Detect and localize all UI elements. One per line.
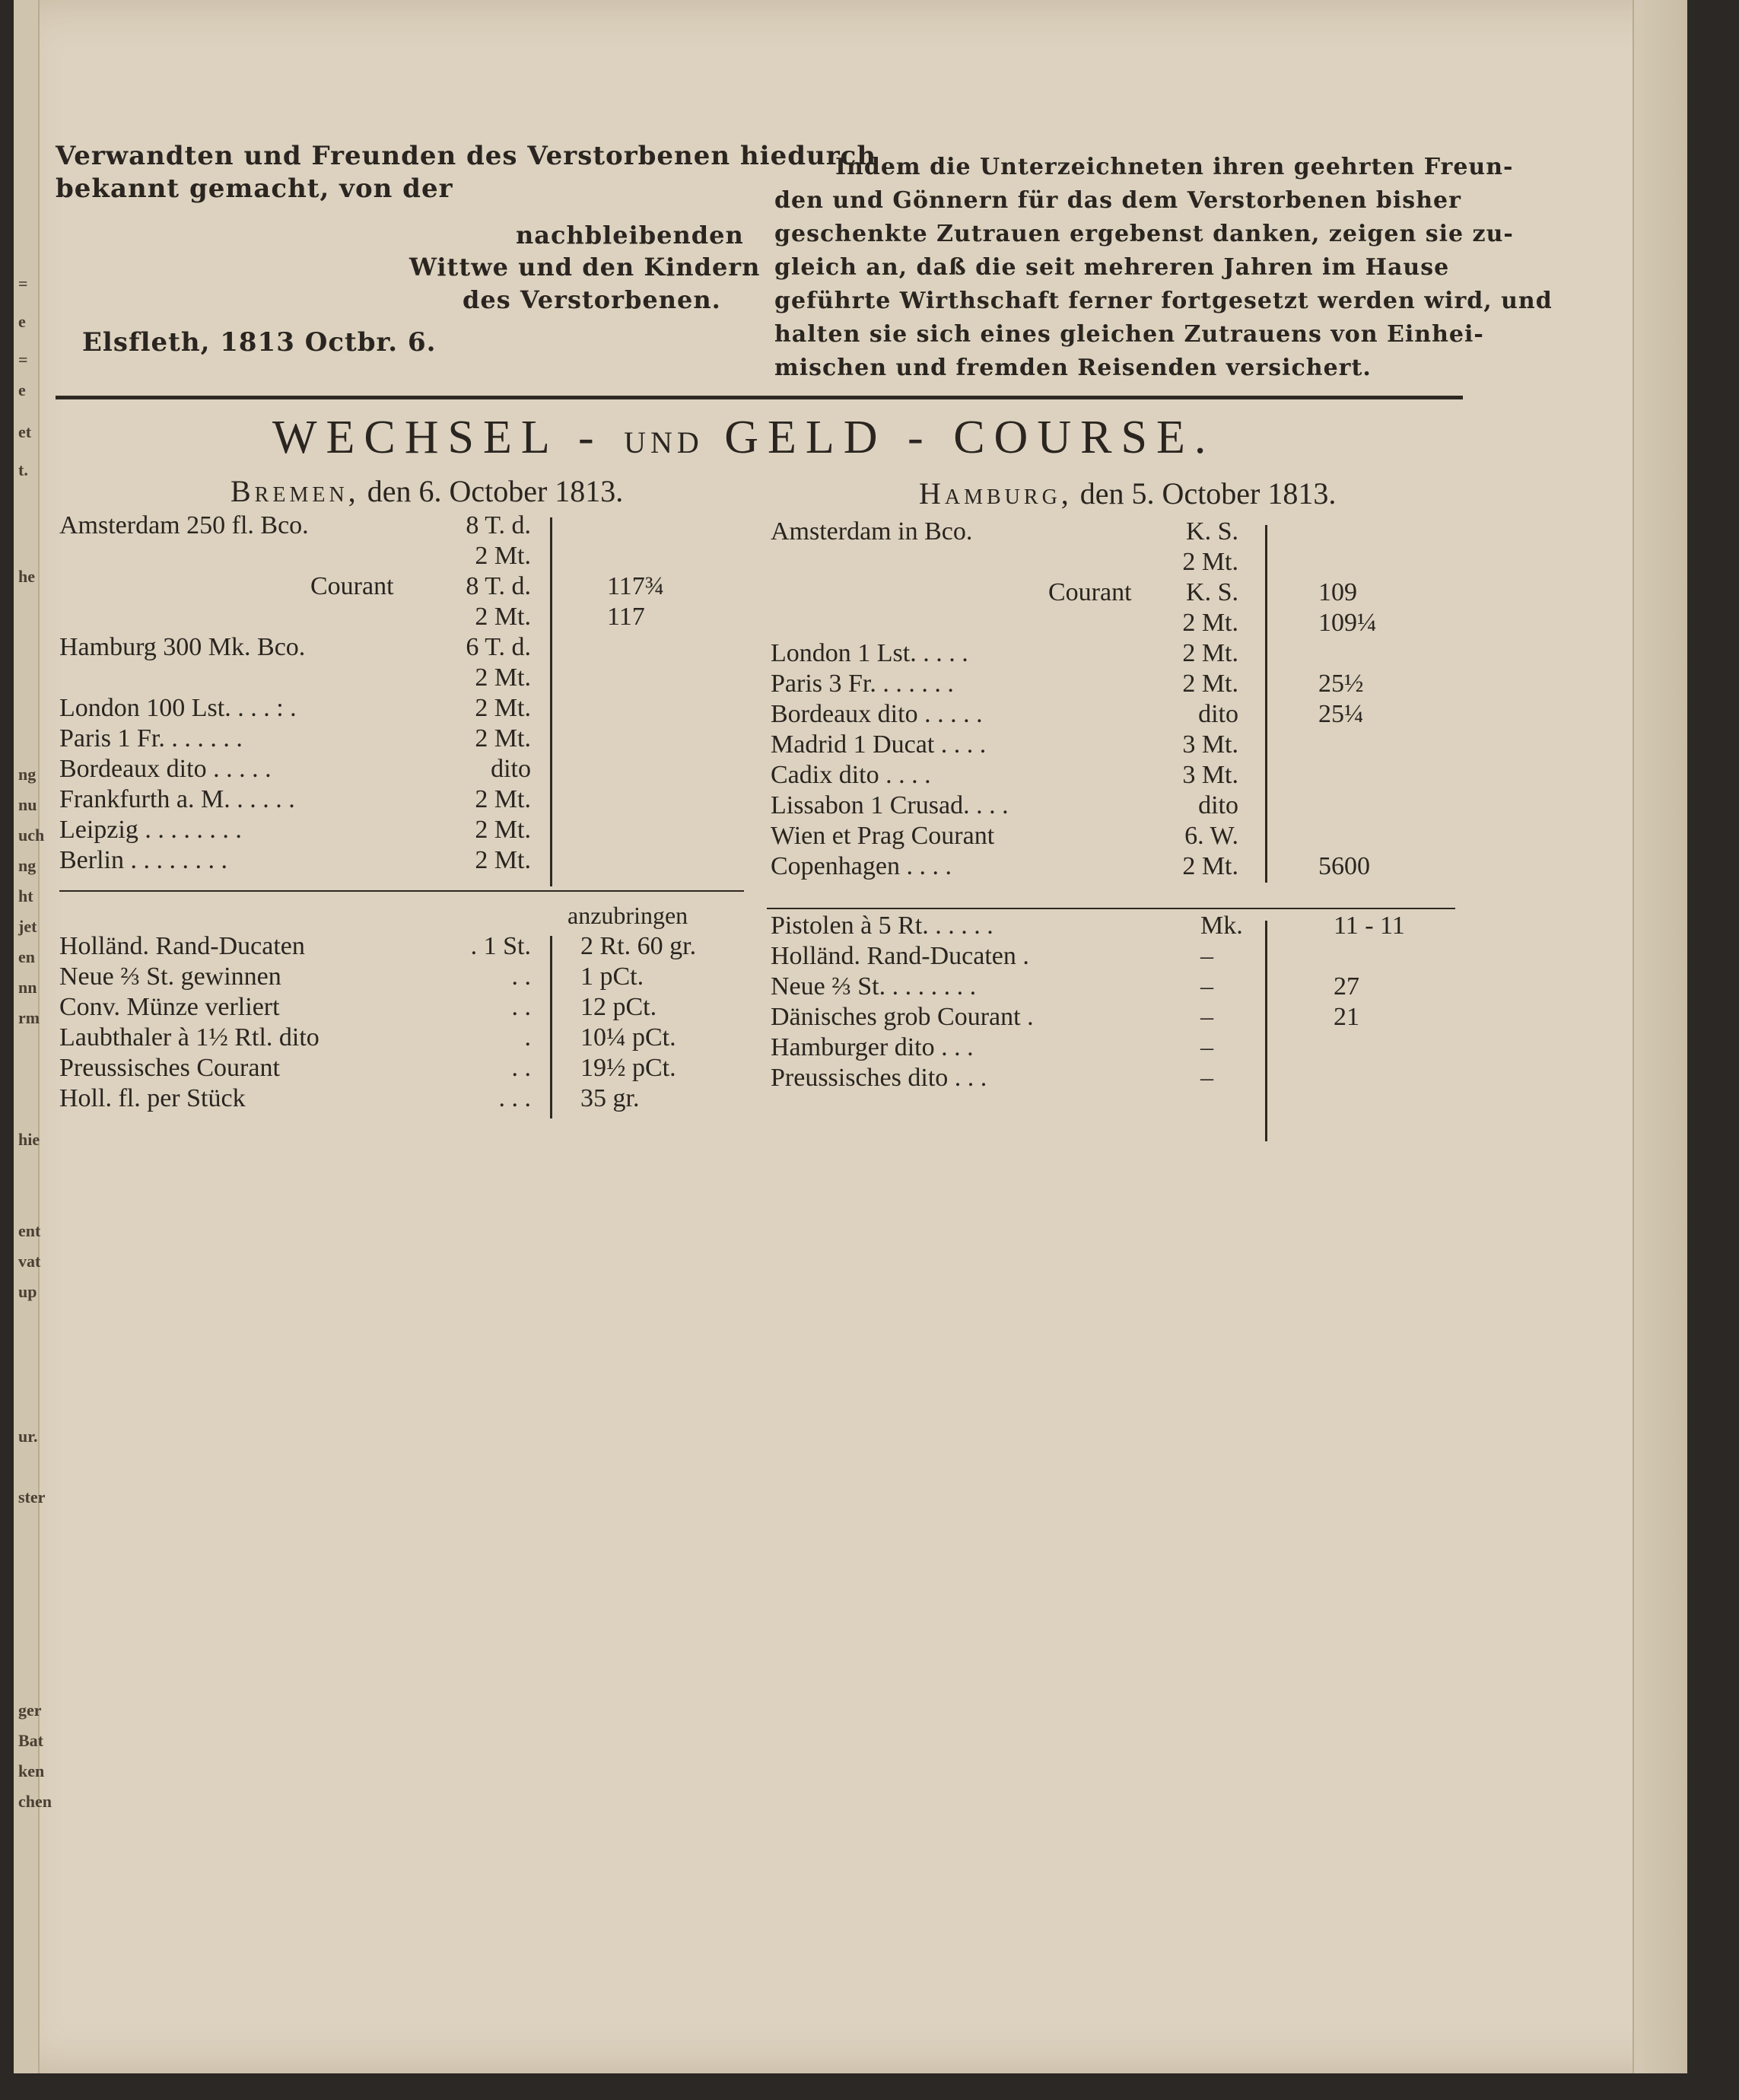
- notice-right-line: gleich an, daß die seit mehreren Jahren im Hause: [774, 254, 1450, 281]
- bremen-coin-value: 12 pCt.: [580, 993, 657, 1021]
- section-divider: [56, 396, 1463, 399]
- bremen-coin-name: Neue ⅔ St. gewinnen: [59, 963, 281, 991]
- hamburg-coin-unit: –: [1200, 1064, 1213, 1092]
- hamburg-coin-value: 11 - 11: [1334, 912, 1405, 940]
- hamburg-row-term: K. S.: [1186, 517, 1238, 546]
- page-title: [272, 411, 1215, 465]
- bremen-table-rule: [59, 890, 744, 892]
- notice-right-line: mischen und fremden Reisenden versichert.: [774, 355, 1372, 381]
- notice-right-line: geschenkte Zutrauen ergebenst danken, zeigen sie zu-: [774, 221, 1514, 247]
- hamburg-row-term: 3 Mt.: [1182, 761, 1238, 789]
- hamburg-coin-name: Preussisches dito . . .: [771, 1064, 987, 1092]
- hamburg-row-term: 2 Mt.: [1182, 852, 1238, 880]
- bremen-coin-name: Preussisches Courant: [59, 1054, 280, 1082]
- hamburg-row-value: 25½: [1318, 670, 1364, 698]
- hamburg-coin-column-rule: [1265, 921, 1267, 1141]
- bremen-coin-value: 1 pCt.: [580, 963, 644, 991]
- hamburg-coin-unit: –: [1200, 1033, 1213, 1061]
- hamburg-coin-unit: –: [1200, 1003, 1213, 1031]
- hamburg-coin-unit: –: [1200, 942, 1213, 970]
- bremen-row-term: 2 Mt.: [475, 694, 531, 722]
- bremen-coin-unit: . 1 St.: [470, 932, 531, 960]
- hamburg-date: den 5. October 1813.: [1079, 476, 1337, 511]
- hamburg-row-value: 5600: [1318, 852, 1370, 880]
- hamburg-row-name: Courant: [1048, 578, 1132, 606]
- margin-fragment: chen: [18, 1792, 52, 1811]
- notice-right-line: halten sie sich eines gleichen Zutrauens von Einhei-: [774, 321, 1484, 348]
- bremen-coin-header: anzubringen: [567, 902, 688, 929]
- bremen-coin-value: 2 Rt. 60 gr.: [580, 932, 697, 960]
- margin-fragment: ng: [18, 765, 37, 784]
- hamburg-row-name: Copenhagen . . . .: [771, 852, 952, 880]
- margin-fragment: et: [18, 422, 32, 441]
- margin-fragment: =: [18, 274, 28, 293]
- bremen-coin-name: Holländ. Rand-Ducaten: [59, 932, 305, 960]
- bremen-row-name: Leipzig . . . . . . . .: [59, 816, 242, 844]
- bremen-coin-unit: . .: [511, 993, 531, 1021]
- margin-fragment: he: [18, 567, 35, 586]
- bremen-row-term: 2 Mt.: [475, 603, 531, 631]
- hamburg-row-term: 6. W.: [1184, 822, 1238, 850]
- bremen-row-term: dito: [491, 755, 531, 783]
- page-stack-edge: [1632, 0, 1687, 2073]
- margin-fragment: vat: [18, 1252, 41, 1271]
- hamburg-row-term: dito: [1198, 791, 1238, 819]
- bremen-row-name: London 100 Lst. . . . : .: [59, 694, 297, 722]
- bremen-row-name: Bordeaux dito . . . . .: [59, 755, 272, 783]
- bremen-coin-value: 19½ pCt.: [580, 1054, 676, 1082]
- hamburg-coin-name: Pistolen à 5 Rt. . . . . .: [771, 912, 993, 940]
- bremen-coin-value: 10¼ pCt.: [580, 1023, 676, 1052]
- margin-fragment: ken: [18, 1761, 45, 1780]
- bremen-row-term: 8 T. d.: [466, 572, 531, 600]
- hamburg-table-rule: [767, 908, 1455, 909]
- notice-right-line: geführte Wirthschaft ferner fortgesetzt werden wird, und: [774, 288, 1553, 314]
- hamburg-coin-name: Hamburger dito . . .: [771, 1033, 974, 1061]
- bremen-row-name: Hamburg 300 Mk. Bco.: [59, 633, 306, 661]
- margin-fragment: nn: [18, 978, 37, 997]
- hamburg-row-name: Madrid 1 Ducat . . . .: [771, 730, 987, 759]
- hamburg-coin-unit: –: [1200, 972, 1213, 1001]
- bremen-row-term: 6 T. d.: [466, 633, 531, 661]
- notice-right-line: Indem die Unterzeichneten ihren geehrten Freun-: [835, 154, 1514, 180]
- notice-left-place-date: Elsfleth, 1813 Octbr. 6.: [82, 327, 437, 358]
- bremen-row-term: 2 Mt.: [475, 785, 531, 813]
- bremen-row-value: 117: [607, 603, 645, 631]
- hamburg-row-name: Wien et Prag Courant: [771, 822, 995, 850]
- hamburg-city: Hamburg,: [919, 476, 1073, 511]
- margin-fragment: =: [18, 350, 28, 369]
- hamburg-row-term: 2 Mt.: [1182, 670, 1238, 698]
- margin-fragment: nu: [18, 795, 37, 814]
- hamburg-row-name: Lissabon 1 Crusad. . . .: [771, 791, 1009, 819]
- bremen-row-name: Courant: [310, 572, 394, 600]
- title-part2: GELD - COURSE.: [724, 412, 1216, 463]
- margin-fragment: jet: [18, 917, 37, 936]
- bremen-coin-name: Conv. Münze verliert: [59, 993, 280, 1021]
- hamburg-row-name: Amsterdam in Bco.: [771, 517, 973, 546]
- bremen-row-name: Paris 1 Fr. . . . . . .: [59, 724, 243, 752]
- newspaper-page: [14, 0, 1687, 2073]
- margin-fragment: hie: [18, 1130, 40, 1149]
- bremen-coin-unit: .: [524, 1023, 531, 1052]
- margin-fragment: ur.: [18, 1427, 38, 1446]
- notice-left-line1: Verwandten und Freunden des Verstorbenen hiedurch: [56, 141, 877, 171]
- hamburg-row-value: 109¼: [1318, 609, 1377, 637]
- margin-fragment: ster: [18, 1488, 46, 1507]
- notice-left-sig3: des Verstorbenen.: [463, 285, 721, 314]
- notice-right-line: den und Gönnern für das dem Verstorbenen bisher: [774, 187, 1461, 214]
- margin-fragment: ger: [18, 1701, 42, 1720]
- hamburg-row-term: K. S.: [1186, 578, 1238, 606]
- margin-fragment: uch: [18, 826, 45, 845]
- bremen-row-name: Frankfurth a. M. . . . . .: [59, 785, 295, 813]
- bremen-row-name: Berlin . . . . . . . .: [59, 846, 227, 874]
- hamburg-coin-name: Dänisches grob Courant .: [771, 1003, 1034, 1031]
- hamburg-row-term: dito: [1198, 700, 1238, 728]
- bremen-row-term: 2 Mt.: [475, 663, 531, 692]
- bremen-row-term: 2 Mt.: [475, 724, 531, 752]
- hamburg-row-name: London 1 Lst. . . . .: [771, 639, 968, 667]
- bremen-header: [230, 473, 623, 509]
- bremen-coin-name: Laubthaler à 1½ Rtl. dito: [59, 1023, 320, 1052]
- margin-fragment: up: [18, 1282, 37, 1301]
- hamburg-row-term: 2 Mt.: [1182, 639, 1238, 667]
- margin-fragment: rm: [18, 1008, 40, 1027]
- bremen-row-value: 117¾: [607, 572, 665, 600]
- hamburg-header: [919, 476, 1336, 511]
- hamburg-row-term: 3 Mt.: [1182, 730, 1238, 759]
- margin-fragment: Bat: [18, 1731, 43, 1750]
- title-und: UND: [624, 425, 704, 460]
- hamburg-row-value: 25¼: [1318, 700, 1364, 728]
- bremen-coin-unit: . .: [511, 963, 531, 991]
- bremen-coin-unit: . . .: [498, 1084, 531, 1112]
- hamburg-coin-name: Neue ⅔ St. . . . . . . .: [771, 972, 977, 1001]
- hamburg-coin-value: 27: [1334, 972, 1359, 1001]
- bremen-coin-unit: . .: [511, 1054, 531, 1082]
- bremen-row-term: 8 T. d.: [466, 511, 531, 539]
- bremen-date: den 6. October 1813.: [367, 474, 624, 508]
- hamburg-column-rule: [1265, 525, 1267, 883]
- bremen-row-name: Amsterdam 250 fl. Bco.: [59, 511, 309, 539]
- bremen-column-rule: [550, 517, 552, 886]
- hamburg-row-name: Cadix dito . . . .: [771, 761, 931, 789]
- hamburg-coin-unit: Mk.: [1200, 912, 1243, 940]
- hamburg-row-term: 2 Mt.: [1182, 609, 1238, 637]
- notice-left-sig1: nachbleibenden: [516, 221, 744, 250]
- bremen-city: Bremen,: [230, 474, 360, 508]
- bremen-row-term: 2 Mt.: [475, 846, 531, 874]
- bremen-row-term: 2 Mt.: [475, 816, 531, 844]
- hamburg-coin-name: Holländ. Rand-Ducaten .: [771, 942, 1029, 970]
- notice-left-line2: bekannt gemacht, von der: [56, 173, 453, 204]
- hamburg-coin-value: 21: [1334, 1003, 1359, 1031]
- bremen-coin-name: Holl. fl. per Stück: [59, 1084, 246, 1112]
- hamburg-row-value: 109: [1318, 578, 1357, 606]
- margin-fragment: en: [18, 947, 35, 966]
- title-part1: WECHSEL -: [272, 412, 603, 463]
- hamburg-row-name: Paris 3 Fr. . . . . . .: [771, 670, 954, 698]
- bremen-row-term: 2 Mt.: [475, 542, 531, 570]
- margin-fragment: e: [18, 312, 26, 331]
- bremen-coin-value: 35 gr.: [580, 1084, 640, 1112]
- margin-fragment: ht: [18, 886, 33, 905]
- margin-fragment: ng: [18, 856, 37, 875]
- adjacent-page-edge: [14, 0, 52, 2073]
- hamburg-row-name: Bordeaux dito . . . . .: [771, 700, 983, 728]
- margin-fragment: ent: [18, 1221, 41, 1240]
- hamburg-row-term: 2 Mt.: [1182, 548, 1238, 576]
- bremen-coin-column-rule: [550, 936, 552, 1118]
- margin-fragment: e: [18, 380, 26, 399]
- notice-left-sig2: Wittwe und den Kindern: [409, 253, 761, 282]
- margin-fragment: t.: [18, 460, 28, 479]
